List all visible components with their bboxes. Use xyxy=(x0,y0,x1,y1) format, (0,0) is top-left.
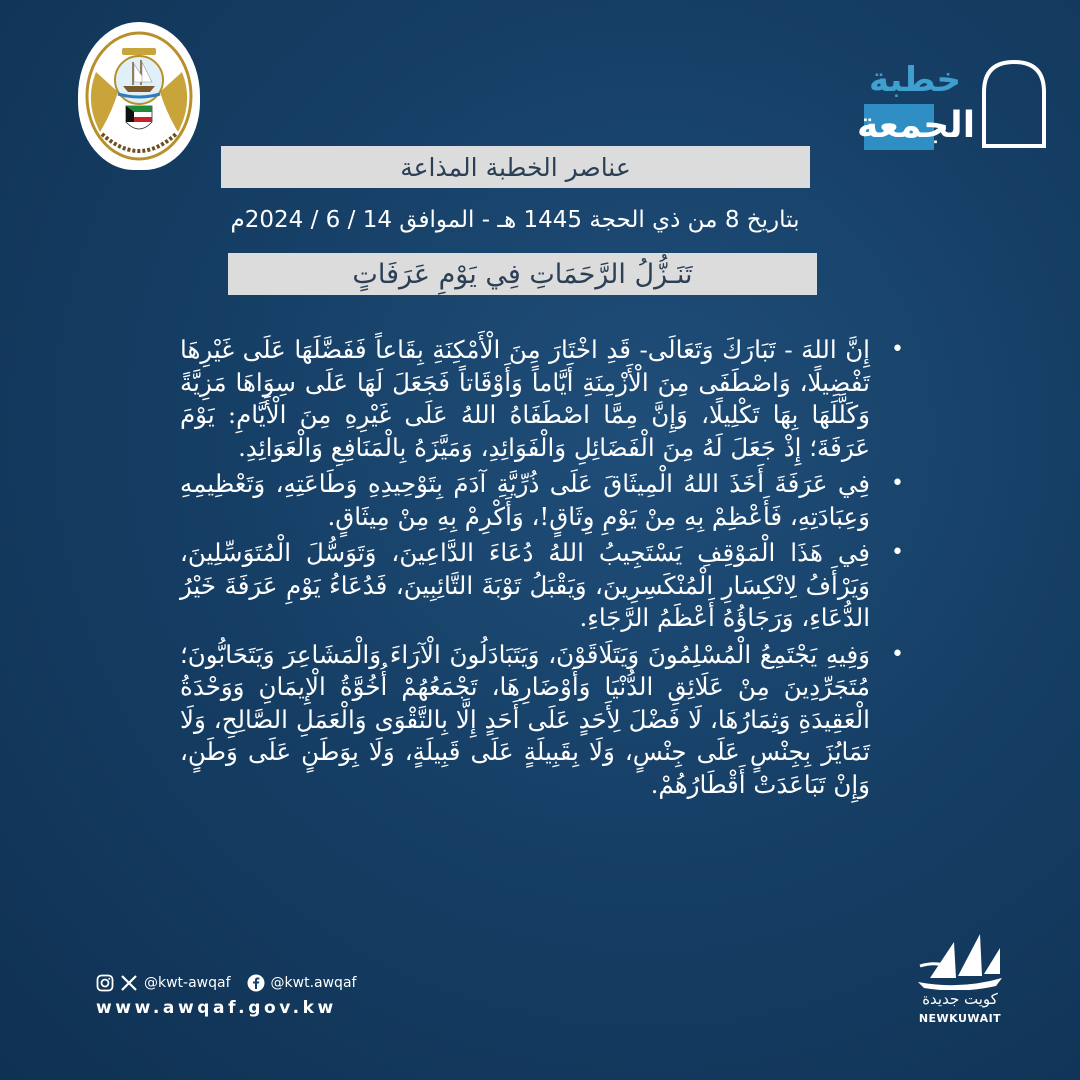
bullet-icon: • xyxy=(891,641,904,667)
sermon-point-text: إِنَّ اللهَ - تَبَارَكَ وَتَعَالَى- قَدِ اخْتَارَ مِنَ الْأَمْكِنَةِ بِقَاعاً فَفَضَّلَهَا عَلَى غَيْرِهَا تَفْضِيلًا، وَاصْطَفَى مِنَ الْأَزْمِنَةِ أَيَّاماً وَأَوْقَاتاً فَجَعَلَ لَهَا عَلَى سِوَاهَا مَزِيَّةً وَكَلَّلَهَا بِهَا تَكْلِيلًا، وَإِنَّ مِمَّا اصْطَفَاهُ اللهُ عَلَى غَيْرِهِ مِنَ الْأَيَّامِ: يَوْمَ عَرَفَةَ؛ إِذْ جَعَلَ لَهُ مِنَ الْفَضَائِلِ وَالْفَوَائِدِ، وَمَيَّزَهُ بِالْمَنَافِعِ وَالْعَوَائِدِ. xyxy=(180,335,870,462)
new-kuwait-english: NEWKUWAIT xyxy=(918,1012,1002,1025)
sermon-point-text: فِي عَرَفَةَ أَخَذَ اللهُ الْمِيثَاقَ عَلَى ذُرِّيَّةِ آدَمَ بِتَوْحِيدِهِ وَطَاعَتِهِ، وَتَعْظِيمِهِ وَعِبَادَتِهِ، فَأَعْظِمْ بِهِ مِنْ يَوْمِ وِثَاقٍ!، وَأَكْرِمْ بِهِ مِنْ مِيثَاقٍ. xyxy=(180,469,870,531)
section-heading: عناصر الخطبة المذاعة xyxy=(221,146,810,188)
bullet-icon: • xyxy=(891,540,904,565)
sermon-point-3 xyxy=(180,537,904,635)
x-icon[interactable] xyxy=(120,974,138,992)
instagram-icon[interactable] xyxy=(96,974,114,992)
facebook-icon[interactable] xyxy=(247,974,265,992)
sermon-point-1 xyxy=(180,334,904,464)
website-link[interactable]: www.awqaf.gov.kw xyxy=(96,998,337,1018)
x-instagram-handle[interactable]: @kwt-awqaf xyxy=(144,975,231,991)
brand-word-top: خطبة xyxy=(868,60,962,100)
sermon-title: تَنَـزُّلُ الرَّحَمَاتِ فِي يَوْمِ عَرَفَاتٍ xyxy=(228,253,817,295)
brand-word-bottom: الجمعة xyxy=(856,105,976,146)
facebook-handle[interactable]: @kwt.awqaf xyxy=(270,975,357,991)
bullet-icon: • xyxy=(891,471,904,496)
sermon-points xyxy=(180,334,904,805)
new-kuwait-logo xyxy=(910,930,1028,1030)
arch-icon xyxy=(980,58,1048,148)
ministry-emblem-icon xyxy=(78,22,200,170)
friday-sermon-brand xyxy=(856,58,1052,154)
social-handles xyxy=(96,970,356,996)
bullet-icon: • xyxy=(891,337,904,362)
sermon-date: بتاريخ 8 من ذي الحجة 1445 هـ - الموافق 14 / 6 / 2024م xyxy=(230,207,800,233)
sail-logo-icon xyxy=(910,930,1010,990)
sermon-point-text: وَفِيهِ يَجْتَمِعُ الْمُسْلِمُونَ وَيَتَلَاقَوْنَ، وَيَتَبَادَلُونَ الْآرَاءَ وَالْمَشَاعِرَ وَيَتَحَابُّونَ؛ مُتَجَرِّدِينَ مِنْ عَلَائِقِ الدُّنْيَا وَأَوْضَارِهَا، تَجْمَعُهُمْ أُخُوَّةُ الْإِيمَانِ وَوَحْدَةُ الْعَقِيدَةِ وَثِمَارُهَا، لَا فَضْلَ لِأَحَدٍ عَلَى أَحَدٍ إِلَّا بِالتَّقْوَى وَالْعَمَلِ الصَّالِحِ، وَلَا تَمَايُزَ بِجِنْسٍ عَلَى جِنْسٍ، وَلَا بِقَبِيلَةٍ عَلَى قَبِيلَةٍ، وَلَا بِوَطَنٍ عَلَى وَطَنٍ، وَإِنْ تَبَاعَدَتْ أَقْطَارُهُمْ. xyxy=(180,639,870,799)
new-kuwait-arabic: كويت جديدة xyxy=(922,990,998,1008)
sermon-point-4 xyxy=(180,639,904,802)
sermon-point-text: فِي هَذَا الْمَوْقِفِ يَسْتَجِيبُ اللهُ دُعَاءَ الدَّاعِينَ، وَتَوَسُّلَ الْمُتَوَسِّلِينَ، وَيَرْأَفُ لِانْكِسَارِ الْمُنْكَسِرِينَ، وَيَقْبَلُ تَوْبَةَ التَّائِبِينَ، فَدُعَاءُ يَوْمِ عَرَفَةَ خَيْرُ الدُّعَاءِ، وَرَجَاؤُهُ أَعْظَمُ الرَّجَاءِ. xyxy=(180,538,870,632)
sermon-point-2 xyxy=(180,468,904,533)
